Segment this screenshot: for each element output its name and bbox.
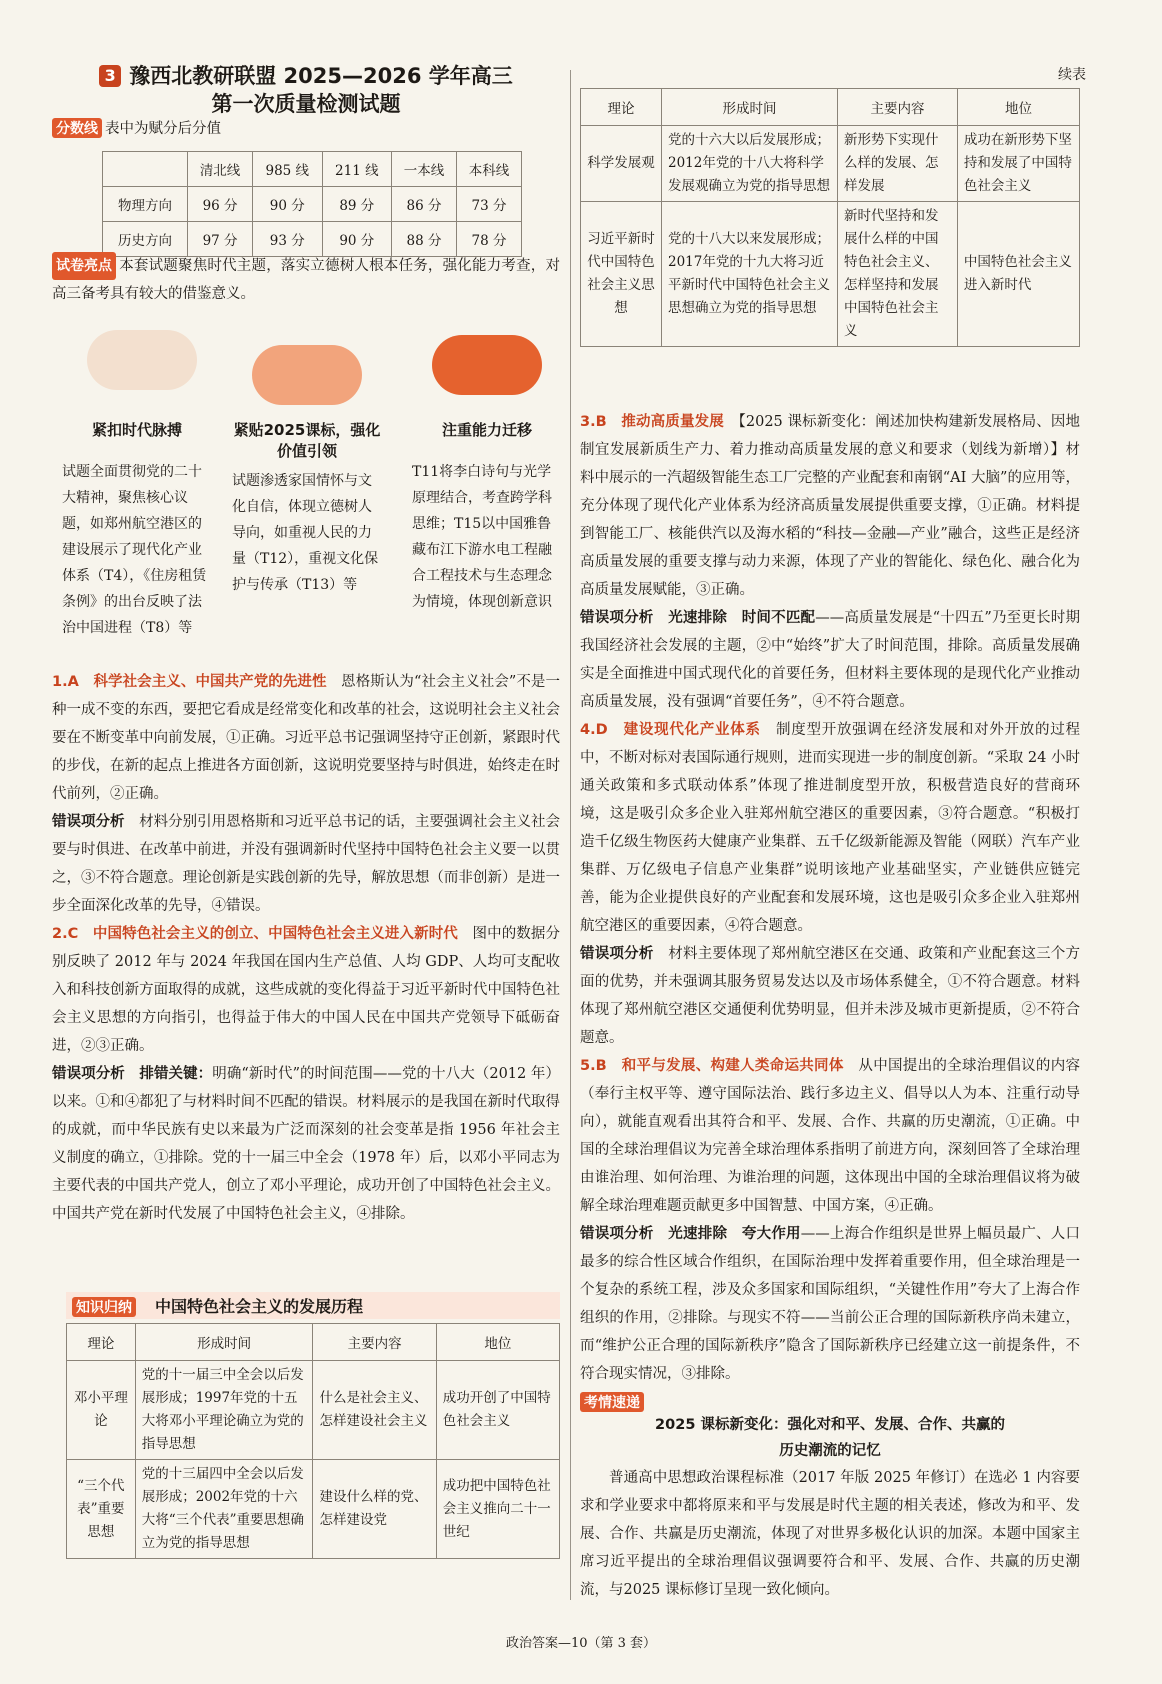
answer-4-analysis: 错误项分析 材料主要体现了郑州航空港区在交通、政策和产业配套这三个方面的优势，并未强调其服务贸易发达以及市场体系健全，①不符合题意。材料体现了郑州航空港区交通便利优势明显，但并未涉及城市更新提质，②不符合题意。 xyxy=(580,946,1081,1046)
table-cell: 新时代坚持和发展什么样的中国特色社会主义、怎样坚持和发展中国特色社会主义 xyxy=(838,202,958,347)
table-cell: 什么是社会主义、怎样建设社会主义 xyxy=(313,1361,436,1460)
feature-text: T11将李白诗句与光学原理结合，考查跨学科思维；T15以中国雅鲁藏布江下游水电工程融合工程技术与生态理念为情境，体现创新意识 xyxy=(412,464,552,610)
title-line-2: 第一次质量检测试题 xyxy=(211,92,401,116)
table-header-cell: 主要内容 xyxy=(838,89,958,126)
continued-table xyxy=(580,88,1080,347)
feature-1 xyxy=(62,420,212,641)
answer-4: 4.D 建设现代化产业体系 制度型开放强调在经济发展和对外开放的过程中，不断对标对表国际通行规则，进而实现进一步的制度创新。“采取 24 小时通关政策和多式联动体系”体现了推进制度型开放，积极营造良好的营商环境，这是吸引众多企业入驻郑州航空港区的重要因素，③符合题意。“积极打造千亿级生物医药大健康产业集群、五千亿级新能源及智能（网联）汽车产业集群、万亿级电子信息产业集群”说明该地产业基础坚实，产业链供应链完善，能为企业提供良好的产业配套和发展环境，这也是吸引众多企业入驻郑州航空港区的重要因素，④符合题意。 xyxy=(580,722,1081,934)
answer-2: 2.C 中国特色社会主义的创立、中国特色社会主义进入新时代 图中的数据分别反映了 2012 年与 2024 年我国在国内生产总值、人均 GDP、人均可支配收入和科技创新方面取得的成就，这些成就的变化得益于习近平新时代中国特色社会主义思想的方向指引，也得益于伟大的中国人民在中国共产党领导下砥砺奋进，②③正确。 xyxy=(52,926,561,1054)
title-line-1: 豫西北教研联盟 2025—2026 学年高三 xyxy=(129,64,513,88)
table-cell: 成功把中国特色社会主义推向二十一世纪 xyxy=(436,1460,559,1559)
answer-5: 5.B 和平与发展、构建人类命运共同体 从中国提出的全球治理倡议的内容（奉行主权平等、遵守国际法治、践行多边主义、倡导以人为本、注重行动导向），就能直观看出其符合和平、发展、合作、共赢的历史潮流，①正确。中国的全球治理倡议为完善全球治理体系指明了前进方向，深刻回答了全球治理由谁治理、如何治理、为谁治理的问题，这体现出中国的全球治理倡议将为破解全球治理难题贡献更多中国智慧、中国方案，④正确。 xyxy=(580,1058,1081,1214)
table-row xyxy=(581,126,1080,202)
feature-3 xyxy=(412,420,562,615)
paper-number-badge: 3 xyxy=(99,65,121,87)
table-cell: 党的十六大以后发展形成；2012年党的十八大将科学发展观确立为党的指导思想 xyxy=(662,126,838,202)
table-cell: 90 分 xyxy=(253,187,323,222)
table-header-cell: 地位 xyxy=(957,89,1079,126)
table-header-cell: 形成时间 xyxy=(135,1324,313,1361)
exam-trend-text: 普通高中思想政治课程标准（2017 年版 2025 年修订）在选必 1 内容要求和学业要求中都将原来和平与发展是时代主题的相关表述，修改为和平、发展、合作、共赢是历史潮流，体现了对世界多极化认识的加深。本题中国家主席习近平提出的全球治理倡议强调要符合和平、发展、合作、共赢的历史潮流，与2025 课标修订呈现一致化倾向。 xyxy=(580,1470,1080,1598)
table-cell: 党的十八大以来发展形成；2017年党的十九大将习近平新时代中国特色社会主义思想确立为党的指导思想 xyxy=(662,202,838,347)
table-row xyxy=(581,202,1080,347)
highlight-section xyxy=(52,252,560,308)
table-cell: 中国特色社会主义进入新时代 xyxy=(957,202,1079,347)
cloud-icon xyxy=(432,335,542,395)
table-cell: “三个代表”重要思想 xyxy=(67,1460,136,1559)
answer-3-analysis: 错误项分析 光速排除 时间不匹配——高质量发展是“十四五”乃至更长时期我国经济社会发展的主题，②中“始终”扩大了时间范围，排除。高质量发展确实是全面推进中国式现代化的首要任务，但材料主要体现的是现代化产业推动高质量发展，没有强调“首要任务”，④不符合题意。 xyxy=(580,610,1080,710)
exam-trend-title-2: 历史潮流的记忆 xyxy=(779,1443,881,1459)
table-header-cell: 211 线 xyxy=(322,152,392,187)
table-header-cell: 本科线 xyxy=(457,152,522,187)
knowledge-section xyxy=(66,1292,560,1559)
table-cell: 成功在新形势下坚持和发展了中国特色社会主义 xyxy=(957,126,1079,202)
table-cell: 86 分 xyxy=(392,187,457,222)
table-cell: 73 分 xyxy=(457,187,522,222)
feature-title: 紧贴2025课标，强化价值引领 xyxy=(233,421,381,460)
table-cell: 89 分 xyxy=(322,187,392,222)
paper-title xyxy=(52,62,560,118)
table-cell: 新形势下实现什么样的发展、怎样发展 xyxy=(838,126,958,202)
knowledge-title: 中国特色社会主义的发展历程 xyxy=(155,1297,364,1316)
table-cell: 成功开创了中国特色社会主义 xyxy=(436,1361,559,1460)
table-cell: 科学发展观 xyxy=(581,126,662,202)
table-row xyxy=(67,1460,560,1559)
column-divider xyxy=(570,70,571,1600)
highlight-tag: 试卷亮点 xyxy=(52,252,116,280)
table-header-cell: 理论 xyxy=(581,89,662,126)
answer-5-analysis: 错误项分析 光速排除 夸大作用——上海合作组织是世界上幅员最广、人口最多的综合性区域合作组织，在国际治理中发挥着重要作用，但全球治理是一个复杂的系统工程，涉及众多国家和国际组织，“关键性作用”夸大了上海合作组织的作用，②排除。与现实不符——当前公正合理的国际新秩序尚未建立，而“维护公正合理的国际新秩序”隐含了国际新秩序已经建立这一前提条件，不符合现实情况，③排除。 xyxy=(580,1226,1080,1382)
table-header-cell: 清北线 xyxy=(188,152,253,187)
table-caption: 续表 xyxy=(1058,67,1086,83)
exam-trend-title-1: 2025 课标新变化：强化对和平、发展、合作、共赢的 xyxy=(655,1417,1005,1433)
knowledge-table xyxy=(66,1323,560,1559)
table-cell: 习近平新时代中国特色社会主义思想 xyxy=(581,202,662,347)
cloud-icon xyxy=(252,345,362,405)
score-line-section xyxy=(52,115,560,257)
feature-title: 注重能力迁移 xyxy=(441,421,532,439)
table-cell: 97 分 xyxy=(188,222,253,257)
answer-1-analysis: 错误项分析 材料分别引用恩格斯和习近平总书记的话，主要强调社会主义社会要与时俱进、在改革中前进，并没有强调新时代坚持中国特色社会主义要一以贯之，③不符合题意。理论创新是实践创新的先导，解放思想（而非创新）是进一步全面深化改革的先导，④错误。 xyxy=(52,814,561,914)
table-cell: 党的十一届三中全会以后发展形成；1997年党的十五大将邓小平理论确立为党的指导思想 xyxy=(135,1361,313,1460)
exam-trend-section xyxy=(580,1392,1080,1604)
feature-text: 试题全面贯彻党的二十大精神，聚焦核心议题，如郑州航空港区的建设展示了现代化产业体系（T4），《住房租赁条例》的出台反映了法治中国进程（T8）等 xyxy=(62,464,207,636)
table-cell: 党的十三届四中全会以后发展形成；2002年党的十六大将“三个代表”重要思想确立为党的指导思想 xyxy=(135,1460,313,1559)
answer-3: 3.B 推动高质量发展 【2025 课标新变化：阐述加快构建新发展格局、因地制宜发展新质生产力、着力推动高质量发展的意义和要求（划线为新增）】材料中展示的一汽超级智能生态工厂完整的产业配套和南钢“AI 大脑”的应用等，充分体现了现代化产业体系为经济高质量发展提供重要支撑，①正确。材料提到智能工厂、核能供汽以及海水稻的“科技—金融—产业”融合，这些正是经济高质量发展的重要支撑与动力来源，体现了产业的智能化、绿色化、融合化为高质量发展赋能，③正确。 xyxy=(580,414,1081,598)
table-header-cell: 一本线 xyxy=(392,152,457,187)
table-cell: 建设什么样的党、怎样建设党 xyxy=(313,1460,436,1559)
table-row xyxy=(103,187,522,222)
table-header-cell: 985 线 xyxy=(253,152,323,187)
exam-trend-tag: 考情速递 xyxy=(580,1392,644,1412)
table-cell: 历史方向 xyxy=(103,222,188,257)
table-cell: 邓小平理论 xyxy=(67,1361,136,1460)
right-answers xyxy=(580,408,1080,1388)
feature-title: 紧扣时代脉搏 xyxy=(91,421,182,439)
table-header-cell: 形成时间 xyxy=(662,89,838,126)
cloud-icon xyxy=(87,330,197,390)
answer-2-analysis: 错误项分析 排错关键：明确“新时代”的时间范围——党的十八大（2012 年）以来。①和④都犯了与材料时间不匹配的错误。材料展示的是我国在新时代取得的成就，而中华民族有史以来最为广泛而深刻的社会变革是指 1956 年社会主义制度的确立，①排除。党的十一届三中全会（1978 年）后，以邓小平同志为主要代表的中国共产党人，创立了邓小平理论，成功开创了中国特色社会主义。中国共产党在新时代发展了中国特色社会主义，④排除。 xyxy=(52,1066,560,1222)
feature-2 xyxy=(232,420,382,598)
left-answers xyxy=(52,668,560,1228)
table-cell: 78 分 xyxy=(457,222,522,257)
table-cell: 物理方向 xyxy=(103,187,188,222)
table-cell: 93 分 xyxy=(253,222,323,257)
knowledge-tag: 知识归纳 xyxy=(72,1297,136,1317)
table-header-cell xyxy=(103,152,188,187)
table-row xyxy=(67,1361,560,1460)
table-cell: 88 分 xyxy=(392,222,457,257)
table-header-cell: 地位 xyxy=(436,1324,559,1361)
score-table xyxy=(102,151,522,257)
score-tag: 分数线 xyxy=(52,118,102,138)
table-header-cell: 理论 xyxy=(67,1324,136,1361)
score-desc: 表中为赋分后分值 xyxy=(105,121,221,137)
answer-1: 1.A 科学社会主义、中国共产党的先进性 恩格斯认为“社会主义社会”不是一种一成不变的东西，要把它看成是经常变化和改革的社会，这说明社会主义社会要在不断变革中向前发展，①正确。习近平总书记强调坚持守正创新，紧跟时代的步伐，在新的起点上推进各方面创新，这说明党要坚持与时俱进，始终走在时代前列，②正确。 xyxy=(52,674,560,802)
page-footer: 政治答案—10（第 3 套） xyxy=(505,1636,657,1651)
feature-text: 试题渗透家国情怀与文化自信，体现立德树人导向，如重视人民的力量（T12），重视文化保护与传承（T13）等 xyxy=(232,473,379,593)
highlight-text: 本套试题聚焦时代主题，落实立德树人根本任务，强化能力考查，对高三备考具有较大的借鉴意义。 xyxy=(52,258,560,302)
table-cell: 96 分 xyxy=(188,187,253,222)
table-header-cell: 主要内容 xyxy=(313,1324,436,1361)
table-cell: 90 分 xyxy=(322,222,392,257)
